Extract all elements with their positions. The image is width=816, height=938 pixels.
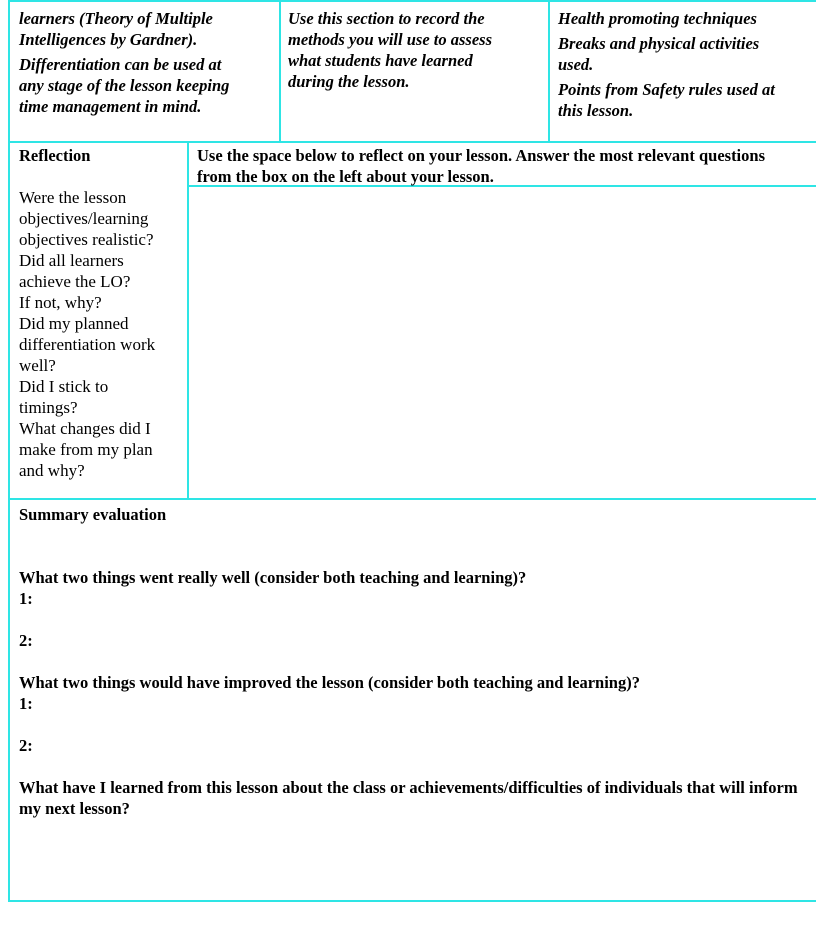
safety-rules-text: Points from Safety rules used at this lesson. xyxy=(558,80,775,120)
lesson-plan-table xyxy=(8,0,816,902)
summary-question-improvements: What two things would have improved the lesson (consider both teaching and learning)? xyxy=(19,673,640,692)
reflection-questions-cell xyxy=(19,145,185,481)
health-techniques-text: Health promoting techniques xyxy=(558,9,757,28)
went-well-item-1: 1: xyxy=(19,589,33,608)
reflection-instruction: Use the space below to reflect on your lesson. Answer the most relevant questions from the box on the left about your lesson. xyxy=(197,146,765,186)
summary-question-learned: What have I learned from this lesson about the class or achievements/difficulties of individuals that will inform my next lesson? xyxy=(19,778,798,818)
assessment-text: Use this section to record the methods you will use to assess what students have learned during the lesson. xyxy=(288,9,492,91)
health-cell xyxy=(558,8,816,121)
differentiation-cell xyxy=(19,8,277,117)
top-border xyxy=(10,0,816,2)
improvement-item-1: 1: xyxy=(19,694,33,713)
reflection-answer-area[interactable] xyxy=(189,187,816,498)
summary-heading: Summary evaluation xyxy=(19,505,167,524)
reflection-heading: Reflection xyxy=(19,146,91,165)
reflection-instruction-cell xyxy=(197,145,797,187)
summary-evaluation-cell xyxy=(19,504,809,819)
differentiation-text-1: learners (Theory of Multiple Intelligences by Gardner). xyxy=(19,9,213,49)
summary-question-went-well: What two things went really well (consider both teaching and learning)? xyxy=(19,568,527,587)
assessment-cell xyxy=(288,8,546,92)
top-row-divider-1 xyxy=(279,0,281,141)
went-well-item-2: 2: xyxy=(19,631,33,650)
reflection-questions: Were the lesson objectives/learning objectives realistic? Did all learners achieve the LO? If not, why? Did my planned differentiation work well? Did I stick to timings? What changes did I make from my plan and why? xyxy=(19,188,156,480)
differentiation-text-2: Differentiation can be used at any stage of the lesson keeping time management in mind. xyxy=(19,55,230,116)
breaks-activities-text: Breaks and physical activities used. xyxy=(558,34,760,74)
reflection-bottom-border xyxy=(10,498,816,500)
top-row-bottom-border xyxy=(10,141,816,143)
improvement-item-2: 2: xyxy=(19,736,33,755)
top-row-divider-2 xyxy=(548,0,550,141)
